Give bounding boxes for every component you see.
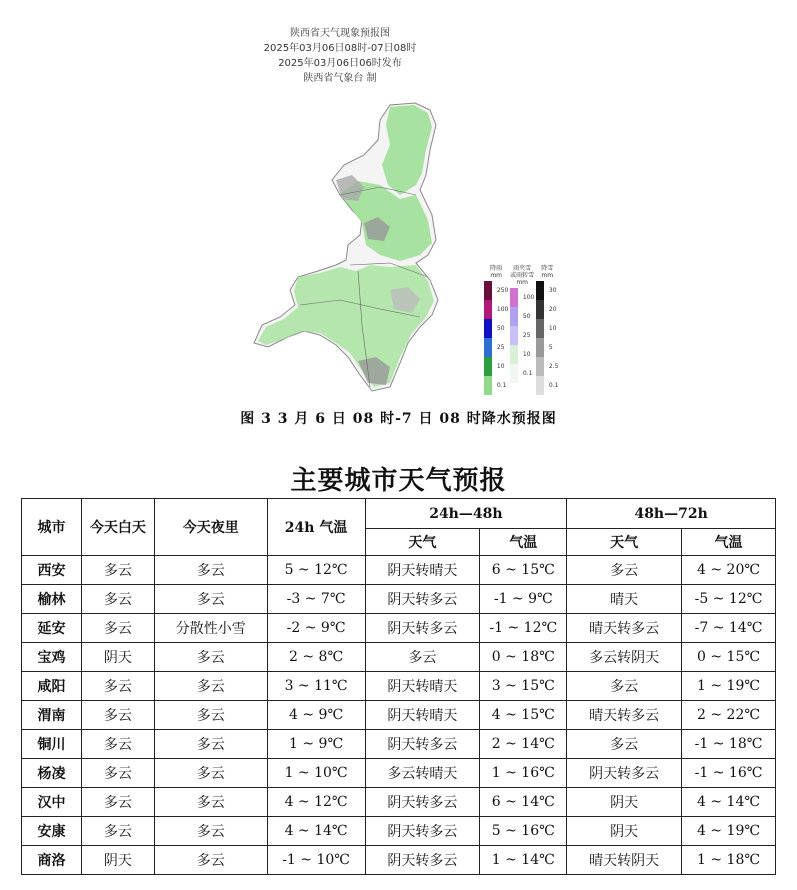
legend-tick: 100 xyxy=(496,306,509,313)
cell-day-weather: 多云 xyxy=(81,672,154,701)
header-day: 今天白天 xyxy=(81,499,154,556)
map-issuer: 陕西省气象台 制 xyxy=(303,73,377,84)
cell-temp-48h: -1 ~ 12℃ xyxy=(480,614,567,643)
cell-temp-72h: -7 ~ 14℃ xyxy=(682,614,776,643)
cell-temp-72h: 4 ~ 19℃ xyxy=(682,817,776,846)
legend-tick: 2.5 xyxy=(548,363,559,370)
table-row xyxy=(22,643,776,672)
table-row xyxy=(22,788,776,817)
legend-tick: 0.1 xyxy=(522,370,533,377)
legend-snow-title: 降雪 mm xyxy=(541,265,554,279)
legend-sleet-ticks xyxy=(523,288,534,383)
header-weather-48h: 天气 xyxy=(365,529,480,556)
table-row xyxy=(22,614,776,643)
cell-temp-24h: 5 ~ 12℃ xyxy=(267,556,365,585)
cell-temp-24h: 4 ~ 9℃ xyxy=(267,701,365,730)
cell-temp-72h: 4 ~ 20℃ xyxy=(682,556,776,585)
header-city: 城市 xyxy=(22,499,82,556)
cell-temp-24h: -3 ~ 7℃ xyxy=(267,585,365,614)
legend-tick: 10 xyxy=(548,325,557,332)
cell-day-weather: 多云 xyxy=(81,788,154,817)
cell-weather-48h: 阴天转多云 xyxy=(365,817,480,846)
cell-temp-48h: 6 ~ 14℃ xyxy=(480,788,567,817)
cell-night-weather: 多云 xyxy=(154,556,267,585)
cell-temp-48h: 1 ~ 14℃ xyxy=(480,846,567,875)
legend-tick: 20 xyxy=(548,306,557,313)
cell-temp-48h: 3 ~ 15℃ xyxy=(480,672,567,701)
legend-snow xyxy=(536,265,558,395)
cell-weather-72h: 晴天转多云 xyxy=(567,701,682,730)
cell-city: 榆林 xyxy=(22,585,82,614)
cell-day-weather: 多云 xyxy=(81,585,154,614)
cell-night-weather: 多云 xyxy=(154,585,267,614)
cell-temp-48h: 5 ~ 16℃ xyxy=(480,817,567,846)
cell-night-weather: 多云 xyxy=(154,817,267,846)
cell-temp-72h: 1 ~ 18℃ xyxy=(682,846,776,875)
header-period-48h: 24h—48h xyxy=(365,499,567,529)
cell-temp-72h: 1 ~ 19℃ xyxy=(682,672,776,701)
precipitation-map xyxy=(240,95,480,395)
map-header xyxy=(230,26,450,86)
cell-weather-48h: 阴天转晴天 xyxy=(365,556,480,585)
legend-tick: 250 xyxy=(496,287,509,294)
cell-weather-72h: 阴天 xyxy=(567,817,682,846)
cell-weather-48h: 阴天转多云 xyxy=(365,788,480,817)
cell-city: 汉中 xyxy=(22,788,82,817)
map-issue-time: 2025年03月06日06时发布 xyxy=(278,58,402,69)
legend-tick: 25 xyxy=(522,332,531,339)
cell-temp-72h: 0 ~ 15℃ xyxy=(682,643,776,672)
cell-city: 咸阳 xyxy=(22,672,82,701)
legend-rain-ticks xyxy=(497,281,508,395)
legend-tick: 50 xyxy=(496,325,505,332)
table-title: 主要城市天气预报 xyxy=(290,466,507,496)
header-temp-48h: 气温 xyxy=(480,529,567,556)
cell-day-weather: 多云 xyxy=(81,614,154,643)
cell-city: 铜川 xyxy=(22,730,82,759)
cell-city: 延安 xyxy=(22,614,82,643)
cell-day-weather: 多云 xyxy=(81,817,154,846)
cell-weather-72h: 阴天转多云 xyxy=(567,759,682,788)
cell-night-weather: 多云 xyxy=(154,759,267,788)
header-weather-72h: 天气 xyxy=(567,529,682,556)
table-row xyxy=(22,585,776,614)
cell-city: 宝鸡 xyxy=(22,643,82,672)
cell-temp-72h: -1 ~ 16℃ xyxy=(682,759,776,788)
table-row xyxy=(22,556,776,585)
cell-city: 商洛 xyxy=(22,846,82,875)
forecast-table-body xyxy=(22,556,776,875)
cell-weather-48h: 阴天转晴天 xyxy=(365,701,480,730)
legend-tick: 100 xyxy=(522,294,535,301)
cell-temp-24h: 1 ~ 9℃ xyxy=(267,730,365,759)
cell-night-weather: 多云 xyxy=(154,643,267,672)
cell-weather-72h: 多云 xyxy=(567,730,682,759)
cell-day-weather: 多云 xyxy=(81,701,154,730)
cell-night-weather: 多云 xyxy=(154,788,267,817)
cell-temp-72h: 2 ~ 22℃ xyxy=(682,701,776,730)
table-row xyxy=(22,759,776,788)
cell-weather-72h: 多云 xyxy=(567,556,682,585)
legend-tick: 50 xyxy=(522,313,531,320)
cell-city: 渭南 xyxy=(22,701,82,730)
cell-day-weather: 多云 xyxy=(81,730,154,759)
cell-weather-48h: 多云转晴天 xyxy=(365,759,480,788)
cell-weather-48h: 阴天转多云 xyxy=(365,730,480,759)
cell-weather-72h: 晴天转多云 xyxy=(567,614,682,643)
cell-weather-72h: 晴天 xyxy=(567,585,682,614)
table-row xyxy=(22,846,776,875)
legend-tick: 25 xyxy=(496,344,505,351)
cell-night-weather: 分散性小雪 xyxy=(154,614,267,643)
cell-weather-72h: 晴天转阴天 xyxy=(567,846,682,875)
cell-temp-24h: -1 ~ 10℃ xyxy=(267,846,365,875)
cell-temp-48h: 2 ~ 14℃ xyxy=(480,730,567,759)
cell-temp-24h: 2 ~ 8℃ xyxy=(267,643,365,672)
cell-temp-48h: 6 ~ 15℃ xyxy=(480,556,567,585)
cell-night-weather: 多云 xyxy=(154,701,267,730)
cell-temp-48h: 1 ~ 16℃ xyxy=(480,759,567,788)
cell-weather-72h: 多云转阴天 xyxy=(567,643,682,672)
map-valid-period: 2025年03月06日08时-07日08时 xyxy=(263,43,417,54)
cell-weather-48h: 阴天转晴天 xyxy=(365,672,480,701)
cell-night-weather: 多云 xyxy=(154,672,267,701)
cell-temp-24h: 4 ~ 12℃ xyxy=(267,788,365,817)
cell-weather-72h: 多云 xyxy=(567,672,682,701)
cell-weather-48h: 阴天转多云 xyxy=(365,846,480,875)
cell-day-weather: 阴天 xyxy=(81,846,154,875)
legend-tick: 5 xyxy=(548,344,553,351)
legend-sleet-title: 雨夹雪 或雨转雪 mm xyxy=(510,265,535,286)
cell-temp-48h: 0 ~ 18℃ xyxy=(480,643,567,672)
cell-temp-24h: 4 ~ 14℃ xyxy=(267,817,365,846)
legend-tick: 0.1 xyxy=(548,382,559,389)
table-row xyxy=(22,817,776,846)
legend-snow-ticks xyxy=(549,281,559,395)
table-row xyxy=(22,730,776,759)
header-period-72h: 48h—72h xyxy=(567,499,776,529)
cell-weather-48h: 阴天转多云 xyxy=(365,585,480,614)
cell-city: 西安 xyxy=(22,556,82,585)
header-night: 今天夜里 xyxy=(154,499,267,556)
legend-tick: 30 xyxy=(548,287,557,294)
cell-temp-24h: 3 ~ 11℃ xyxy=(267,672,365,701)
cell-temp-48h: -1 ~ 9℃ xyxy=(480,585,567,614)
cell-weather-72h: 阴天 xyxy=(567,788,682,817)
cell-day-weather: 多云 xyxy=(81,556,154,585)
cell-night-weather: 多云 xyxy=(154,846,267,875)
legend-rain-title: 降雨 mm xyxy=(490,265,503,279)
legend-sleet-bar xyxy=(510,288,518,383)
legend-sleet xyxy=(510,265,534,383)
table-row xyxy=(22,672,776,701)
legend-rain-bar xyxy=(484,281,492,395)
cell-city: 安康 xyxy=(22,817,82,846)
legend-tick: 0.1 xyxy=(496,382,507,389)
cell-night-weather: 多云 xyxy=(154,730,267,759)
figure-caption: 图 3 3 月 6 日 08 时-7 日 08 时降水预报图 xyxy=(240,411,557,427)
forecast-table xyxy=(21,498,776,875)
map-title: 陕西省天气现象预报图 xyxy=(290,28,390,39)
cell-temp-48h: 4 ~ 15℃ xyxy=(480,701,567,730)
legend-tick: 10 xyxy=(522,351,531,358)
table-row xyxy=(22,701,776,730)
legend-tick: 10 xyxy=(496,363,505,370)
header-temp24: 24h 气温 xyxy=(267,499,365,556)
header-row xyxy=(22,499,776,529)
header-temp-72h: 气温 xyxy=(682,529,776,556)
cell-weather-48h: 阴天转多云 xyxy=(365,614,480,643)
cell-day-weather: 多云 xyxy=(81,759,154,788)
cell-temp-72h: 4 ~ 14℃ xyxy=(682,788,776,817)
cell-temp-24h: -2 ~ 9℃ xyxy=(267,614,365,643)
cell-temp-72h: -5 ~ 12℃ xyxy=(682,585,776,614)
cell-temp-24h: 1 ~ 10℃ xyxy=(267,759,365,788)
cell-city: 杨凌 xyxy=(22,759,82,788)
legend-snow-bar xyxy=(536,281,544,395)
legend-rain xyxy=(484,265,508,395)
cell-temp-72h: -1 ~ 18℃ xyxy=(682,730,776,759)
cell-weather-48h: 多云 xyxy=(365,643,480,672)
cell-day-weather: 阴天 xyxy=(81,643,154,672)
